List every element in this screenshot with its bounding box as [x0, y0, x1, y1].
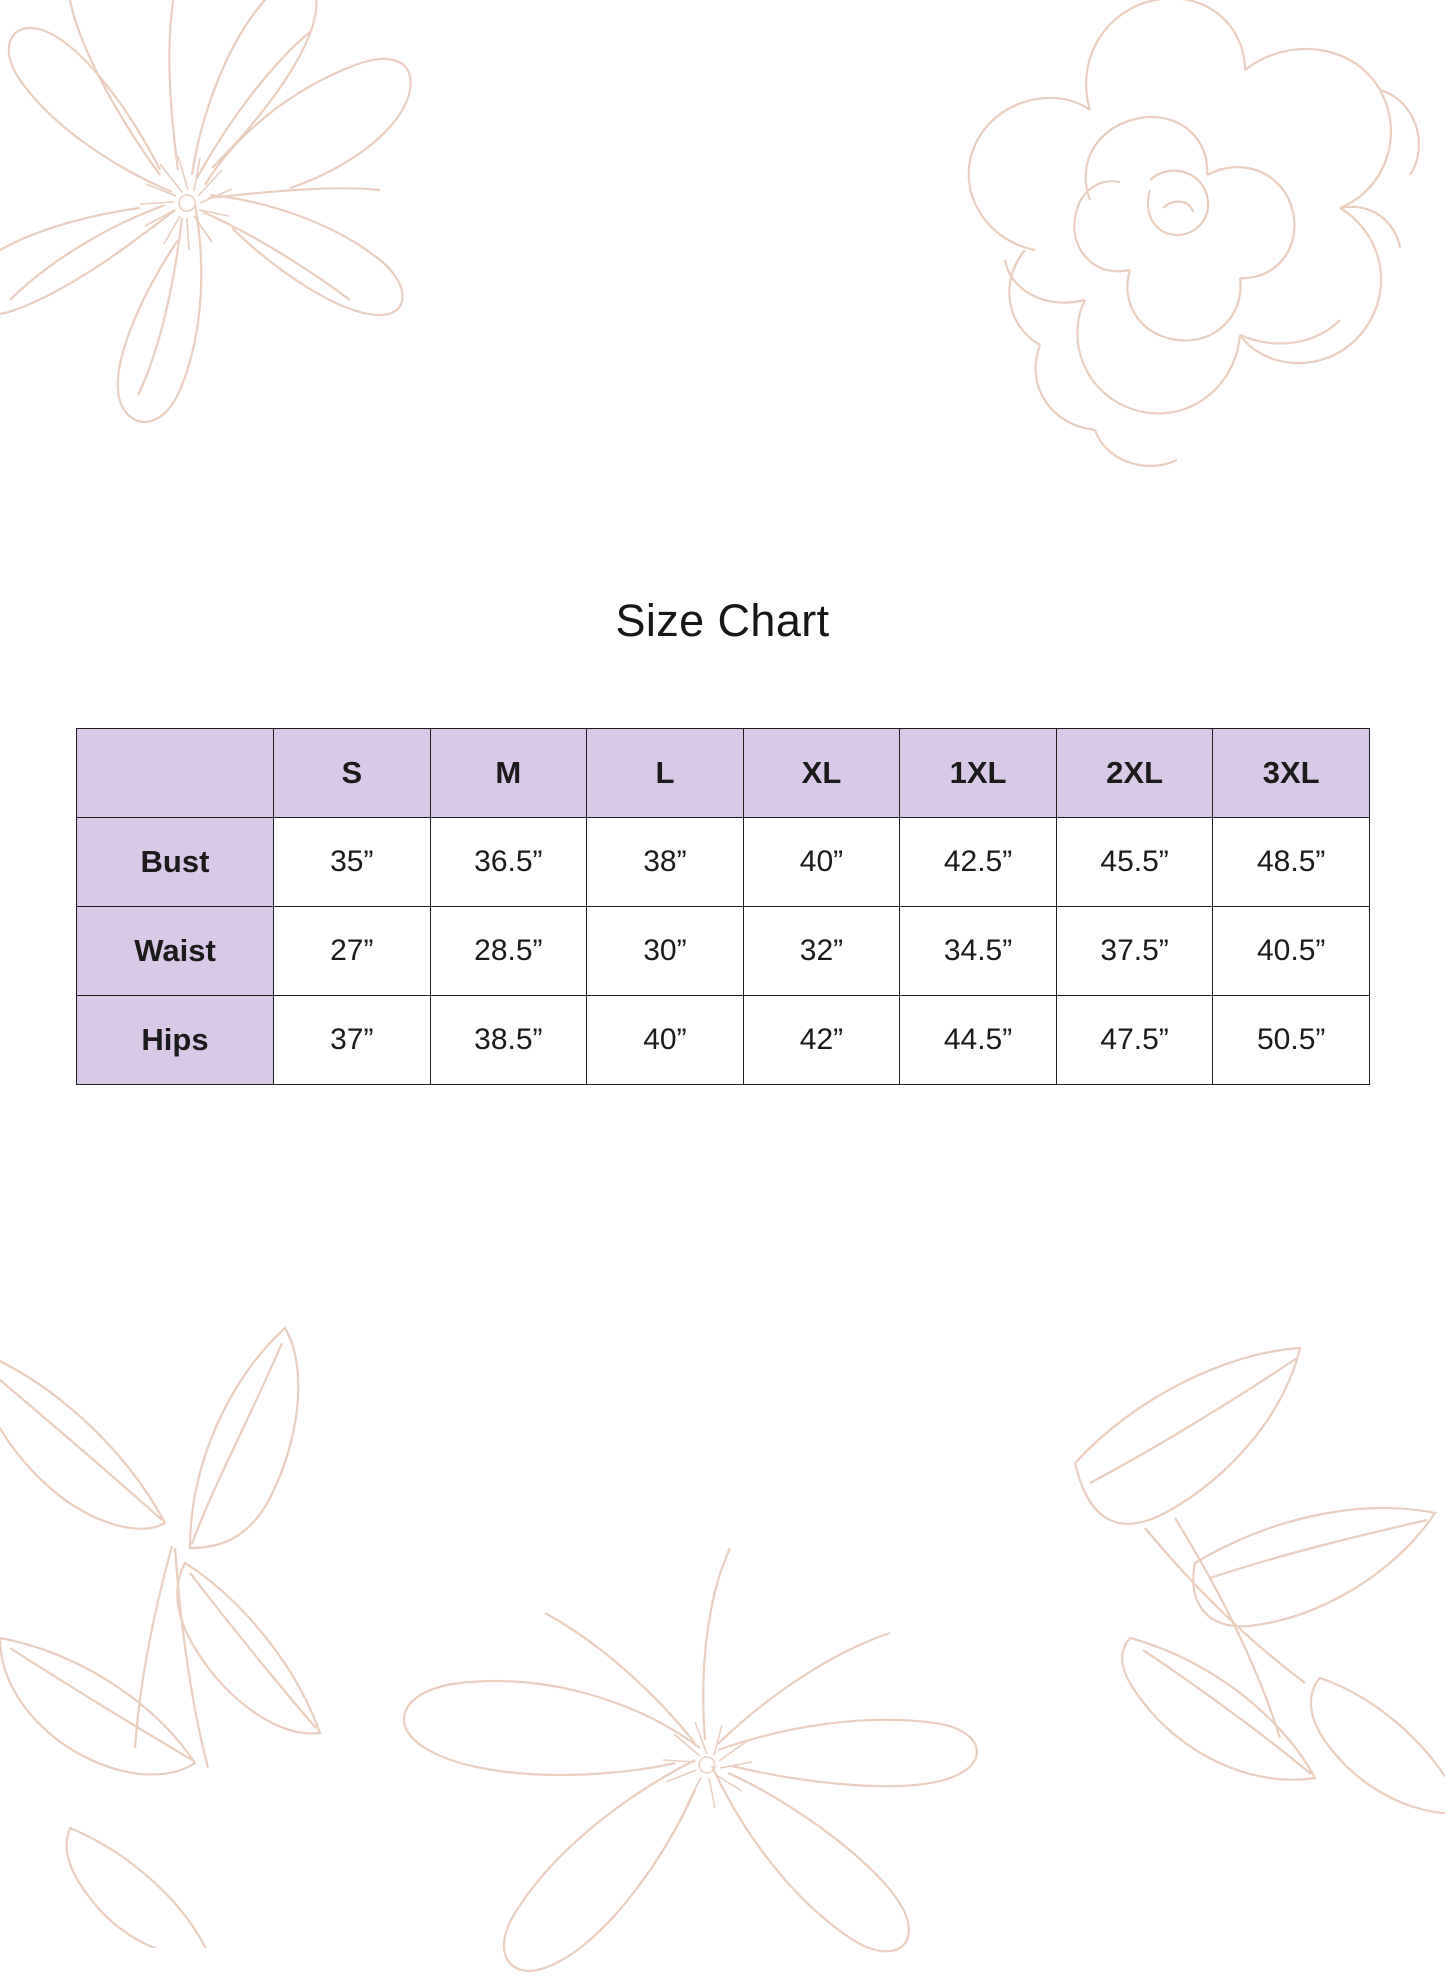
cell-bust-1xl: 42.5” — [900, 818, 1057, 907]
cell-hips-m: 38.5” — [430, 996, 587, 1085]
cell-waist-l: 30” — [587, 907, 744, 996]
row-header-hips: Hips — [77, 996, 274, 1085]
cell-waist-m: 28.5” — [430, 907, 587, 996]
cell-waist-xl: 32” — [743, 907, 900, 996]
cell-waist-2xl: 37.5” — [1056, 907, 1213, 996]
peony-outline-top-right — [915, 0, 1445, 470]
table-header-row — [77, 729, 1370, 818]
table-head — [77, 729, 1370, 818]
cell-bust-s: 35” — [274, 818, 431, 907]
cell-bust-3xl: 48.5” — [1213, 818, 1370, 907]
row-header-bust: Bust — [77, 818, 274, 907]
size-chart-table-wrapper — [76, 728, 1370, 1085]
cell-hips-3xl: 50.5” — [1213, 996, 1370, 1085]
cell-hips-2xl: 47.5” — [1056, 996, 1213, 1085]
cell-hips-1xl: 44.5” — [900, 996, 1057, 1085]
leaf-branch-bottom-right — [1015, 1338, 1445, 1958]
cell-waist-3xl: 40.5” — [1213, 907, 1370, 996]
leaf-branch-bottom-left — [0, 1308, 500, 1948]
cell-bust-m: 36.5” — [430, 818, 587, 907]
table-row — [77, 907, 1370, 996]
table-row — [77, 818, 1370, 907]
cell-hips-s: 37” — [274, 996, 431, 1085]
cell-waist-s: 27” — [274, 907, 431, 996]
page-title: Size Chart — [615, 595, 830, 646]
column-header-l: L — [587, 729, 744, 818]
cell-hips-l: 40” — [587, 996, 744, 1085]
cell-waist-1xl: 34.5” — [900, 907, 1057, 996]
size-chart-table — [76, 728, 1370, 1085]
flower-outline-top-left — [0, 0, 440, 440]
table-corner-cell — [77, 729, 274, 818]
column-header-s: S — [274, 729, 431, 818]
column-header-1xl: 1XL — [900, 729, 1057, 818]
cell-bust-xl: 40” — [743, 818, 900, 907]
cell-bust-l: 38” — [587, 818, 744, 907]
cell-hips-xl: 42” — [743, 996, 900, 1085]
table-row — [77, 996, 1370, 1085]
column-header-m: M — [430, 729, 587, 818]
cell-bust-2xl: 45.5” — [1056, 818, 1213, 907]
flower-outline-bottom-center — [300, 1528, 1060, 1988]
row-header-waist: Waist — [77, 907, 274, 996]
column-header-xl: XL — [743, 729, 900, 818]
table-body — [77, 818, 1370, 1085]
column-header-3xl: 3XL — [1213, 729, 1370, 818]
column-header-2xl: 2XL — [1056, 729, 1213, 818]
